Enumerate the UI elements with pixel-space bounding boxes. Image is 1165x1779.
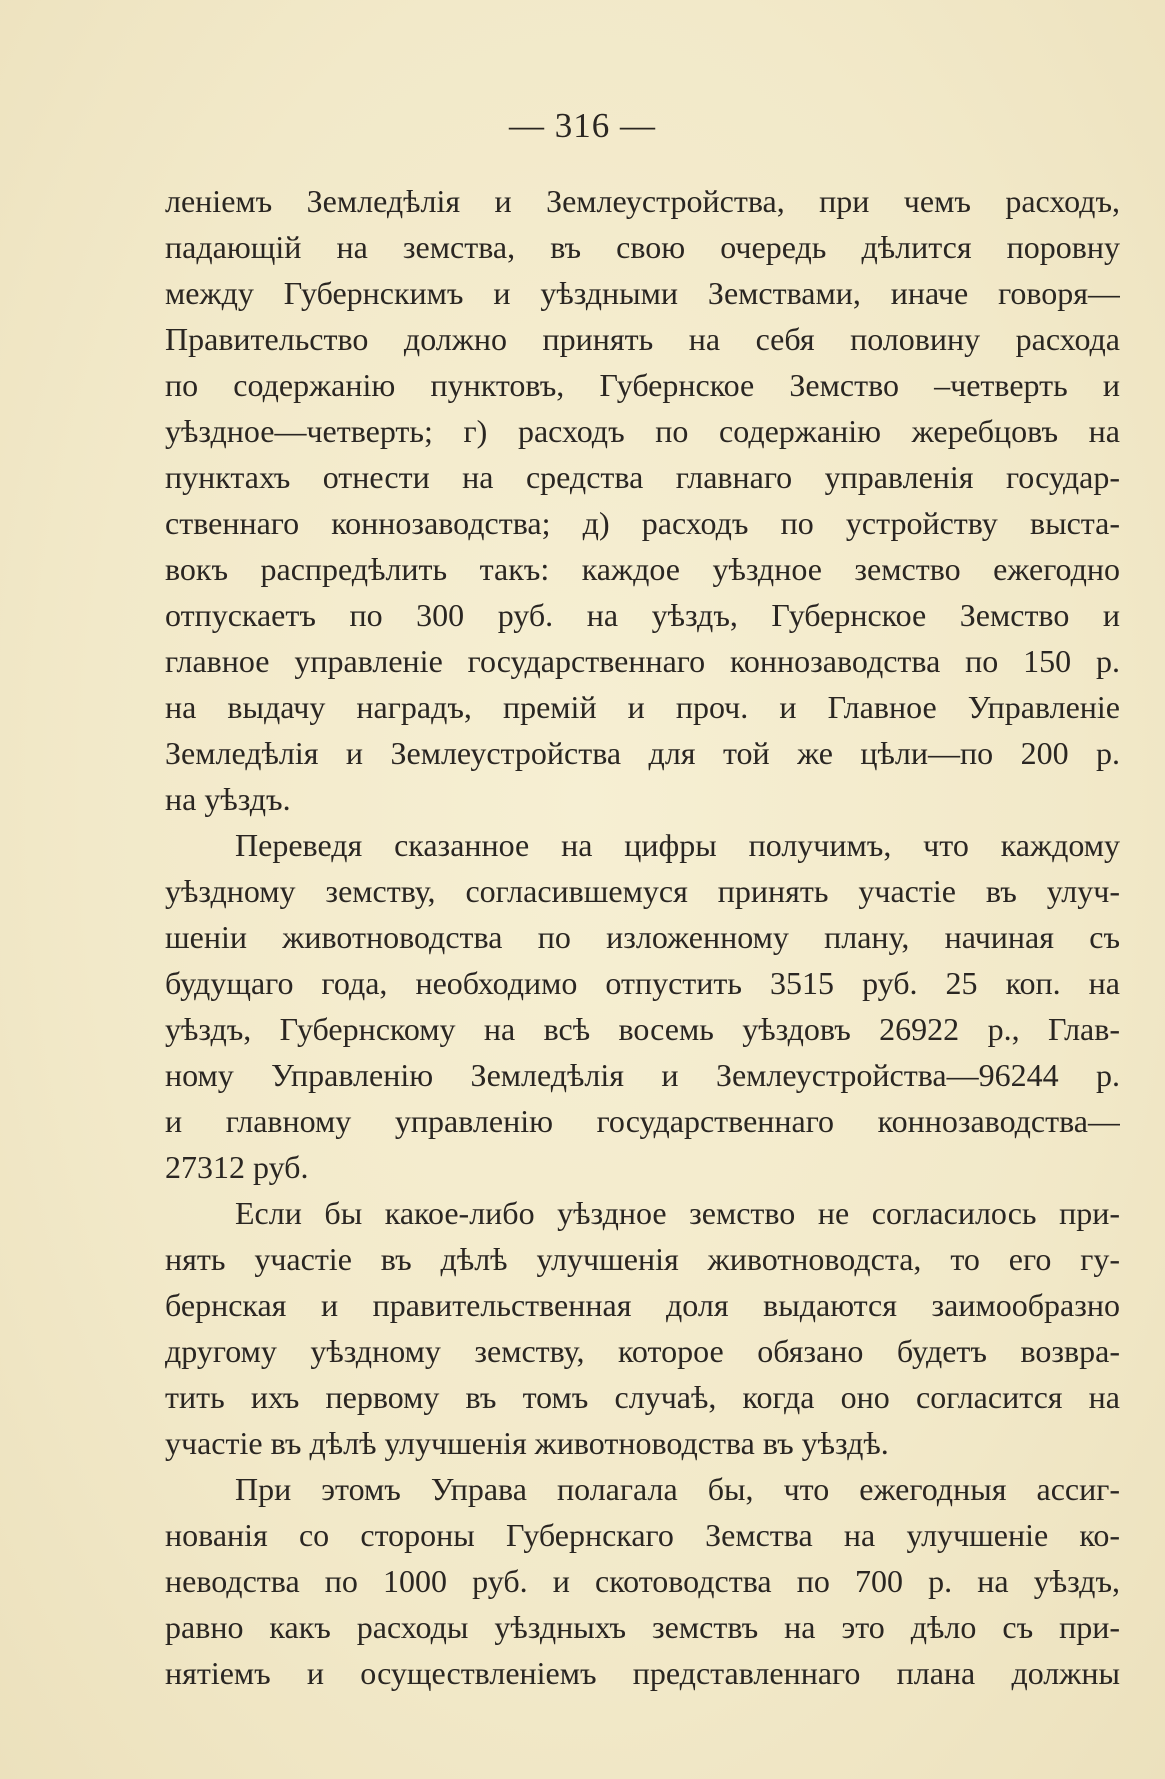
text-line: нять участіе въ дѣлѣ улучшенія животноводста, то его гу- — [165, 1241, 1120, 1277]
text-line: ственнаго коннозаводства; д) расходъ по устройству выста- — [165, 505, 1120, 541]
text-line: неводства по 1000 руб. и скотоводства по 700 р. на уѣздъ, — [165, 1563, 1120, 1599]
text-line: 27312 руб. — [165, 1149, 309, 1185]
text-line: При этомъ Управа полагала бы, что ежегодныя ассиг- — [235, 1471, 1120, 1507]
text-line: другому уѣздному земству, которое обязано будетъ возвра- — [165, 1333, 1120, 1369]
page-number: — 316 — — [509, 106, 656, 145]
text-line: Правительство должно принять на себя половину расхода — [165, 321, 1120, 357]
text-line: и главному управленію государственнаго коннозаводства— — [165, 1103, 1120, 1139]
text-line: Земледѣлія и Землеустройства для той же цѣли—по 200 р. — [165, 735, 1120, 771]
text-line: бернская и правительственная доля выдаются заимообразно — [165, 1287, 1120, 1323]
text-line: будущаго года, необходимо отпустить 3515 руб. 25 коп. на — [165, 965, 1120, 1001]
text-line: равно какъ расходы уѣздныхъ земствъ на это дѣло съ при- — [165, 1609, 1120, 1645]
text-line: Если бы какое-либо уѣздное земство не согласилось при- — [235, 1195, 1120, 1231]
text-line: на уѣздъ. — [165, 781, 291, 817]
text-line: леніемъ Земледѣлія и Землеустройства, при чемъ расходъ, — [165, 183, 1120, 219]
text-line: по содержанію пунктовъ, Губернское Земство –четверть и — [165, 367, 1120, 403]
text-line: Переведя сказанное на цифры получимъ, что каждому — [235, 827, 1120, 863]
text-line: отпускаетъ по 300 руб. на уѣздъ, Губернское Земство и — [165, 597, 1120, 633]
text-line: участіе въ дѣлѣ улучшенія животноводства въ уѣздѣ. — [165, 1425, 889, 1461]
text-line: на выдачу наградъ, премій и проч. и Главное Управленіе — [165, 689, 1120, 725]
text-line: тить ихъ первому въ томъ случаѣ, когда оно согласится на — [165, 1379, 1120, 1415]
text-line: главное управленіе государственнаго коннозаводства по 150 р. — [165, 643, 1120, 679]
text-line: ному Управленію Земледѣлія и Землеустройства—96244 р. — [165, 1057, 1120, 1093]
text-line: шеніи животноводства по изложенному плану, начиная съ — [165, 919, 1120, 955]
text-line: уѣздное—четверть; г) расходъ по содержанію жеребцовъ на — [165, 413, 1120, 449]
text-line: падающій на земства, въ свою очередь дѣлится поровну — [165, 229, 1120, 265]
text-line: пунктахъ отнести на средства главнаго управленія государ- — [165, 459, 1120, 495]
text-line: нятіемъ и осуществленіемъ представленнаго плана должны — [165, 1655, 1120, 1691]
text-line: нованія со стороны Губернскаго Земства на улучшеніе ко- — [165, 1517, 1120, 1553]
text-line: между Губернскимъ и уѣздными Земствами, иначе говоря— — [165, 275, 1120, 311]
text-line: уѣздному земству, согласившемуся принять участіе въ улуч- — [165, 873, 1120, 909]
body-text — [165, 178, 1120, 1696]
text-line: вокъ распредѣлить такъ: каждое уѣздное земство ежегодно — [165, 551, 1120, 587]
text-line: уѣздъ, Губернскому на всѣ восемь уѣздовъ 26922 р., Глав- — [165, 1011, 1120, 1047]
